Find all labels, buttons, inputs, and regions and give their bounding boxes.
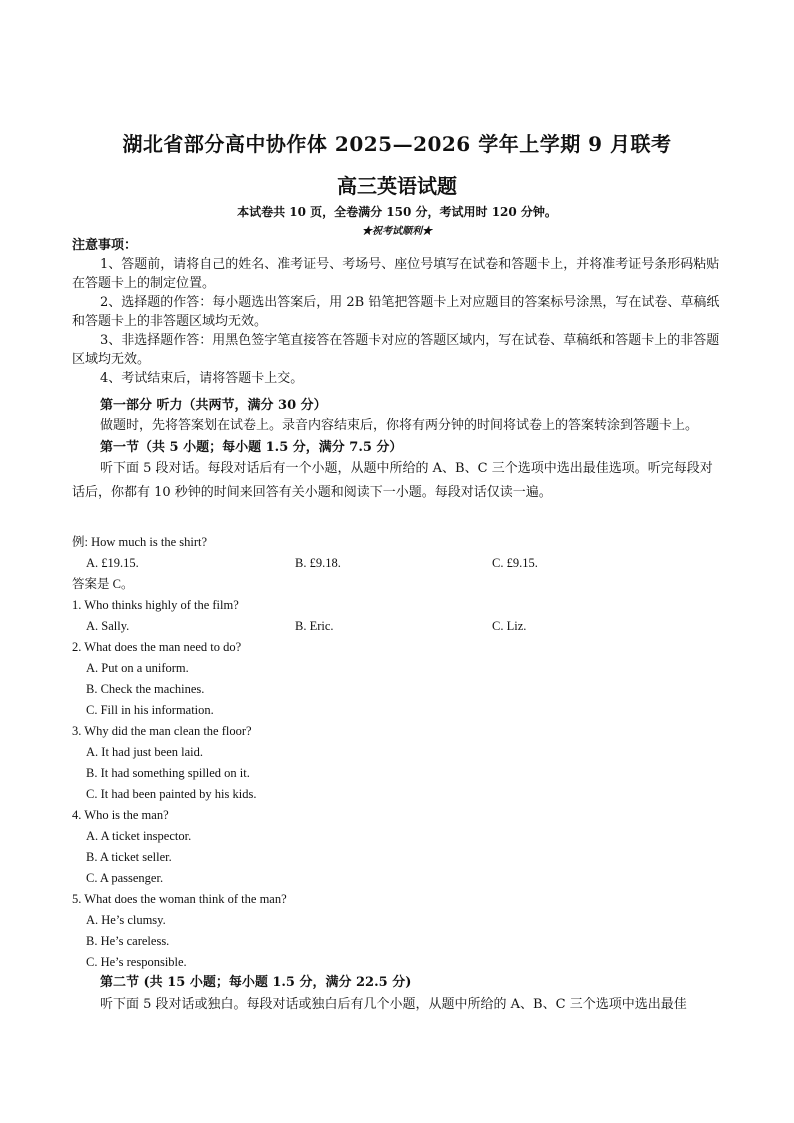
option-a: A. It had just been laid. (86, 745, 203, 759)
exam-info: 本试卷共 10 页，全卷满分 150 分，考试用时 120 分钟。 (237, 205, 557, 219)
section1-heading: 第一节（共 5 小题；每小题 1.5 分，满分 7.5 分） (100, 440, 403, 455)
option-c: C. It had been painted by his kids. (86, 787, 257, 801)
question-1 (72, 595, 724, 637)
question-3 (72, 721, 724, 805)
notice-item: 4、考试结束后，请将答题卡上交。 (100, 371, 304, 386)
option-c: C. £9.15. (492, 556, 538, 570)
question-stem: 1. Who thinks highly of the film? (72, 598, 239, 612)
part1-heading: 第一部分 听力（共两节，满分 30 分） (100, 398, 327, 413)
question-stem: 例: How much is the shirt? (72, 535, 208, 549)
question-5 (72, 889, 724, 973)
good-luck-note: ★祝考试顺利★ (362, 226, 432, 237)
example-answer: 答案是 C。 (72, 577, 134, 591)
option-row (72, 553, 724, 574)
example-question (72, 532, 724, 595)
notice-item: 1、答题前，请将自己的姓名、准考证号、考场号、座位号填写在试卷和答题卡上，并将准考证号条形码粘贴在答题卡上的制定位置。 (72, 257, 720, 291)
section2-instruction: 听下面 5 段对话或独白。每段对话或独白后有几个小题，从题中所给的 A、B、C 三个选项中选出最佳 (100, 997, 687, 1012)
option-c: C. A passenger. (86, 871, 164, 885)
option-b: B. Eric. (295, 619, 334, 633)
question-stem: 2. What does the man need to do? (72, 640, 242, 654)
option-b: B. £9.18. (295, 556, 341, 570)
part1-instruction: 做题时，先将答案划在试卷上。录音内容结束后，你将有两分钟的时间将试卷上的答案转涂到答题卡上。 (100, 418, 699, 433)
option-a: A. Put on a uniform. (86, 661, 189, 675)
question-stem: 4. Who is the man? (72, 808, 169, 822)
question-2 (72, 637, 724, 721)
option-c: C. He’s responsible. (86, 955, 187, 969)
exam-title: 湖北省部分高中协作体 2025—2026 学年上学期 9 月联考 (122, 132, 672, 156)
section2-heading: 第二节 (共 15 小题；每小题 1.5 分，满分 22.5 分) (100, 975, 412, 990)
notice-heading: 注意事项： (72, 238, 138, 253)
option-a: A. Sally. (86, 619, 130, 633)
question-stem: 5. What does the woman think of the man? (72, 892, 287, 906)
section1-instruction: 听下面 5 段对话。每段对话后有一个小题，从题中所给的 A、B、C 三个选项中选出最佳选项。听完每段对话后，你都有 10 秒钟的时间来回答有关小题和阅读下一小题。每段对话仅读一遍。 (72, 461, 713, 500)
option-c: C. Liz. (492, 619, 527, 633)
notice-item: 3、非选择题作答：用黑色签字笔直接答在答题卡对应的答题区域内，写在试卷、草稿纸和答题卡上的非答题区域均无效。 (72, 333, 720, 367)
notice-block (72, 236, 724, 388)
section2-block (72, 972, 724, 1016)
option-a: A. A ticket inspector. (86, 829, 192, 843)
option-b: B. A ticket seller. (86, 850, 172, 864)
option-b: B. It had something spilled on it. (86, 766, 250, 780)
option-b: B. He’s careless. (86, 934, 170, 948)
option-a: A. £19.15. (86, 556, 139, 570)
part1-block (72, 396, 724, 505)
option-c: C. Fill in his information. (86, 703, 214, 717)
option-row (72, 616, 724, 637)
question-4 (72, 805, 724, 889)
question-stem: 3. Why did the man clean the floor? (72, 724, 252, 738)
option-b: B. Check the machines. (86, 682, 205, 696)
notice-item: 2、选择题的作答：每小题选出答案后，用 2B 铅笔把答题卡上对应题目的答案标号涂黑，写在试卷、草稿纸和答题卡上的非答题区域均无效。 (72, 295, 720, 329)
option-a: A. He’s clumsy. (86, 913, 166, 927)
exam-subtitle: 高三英语试题 (337, 174, 457, 198)
